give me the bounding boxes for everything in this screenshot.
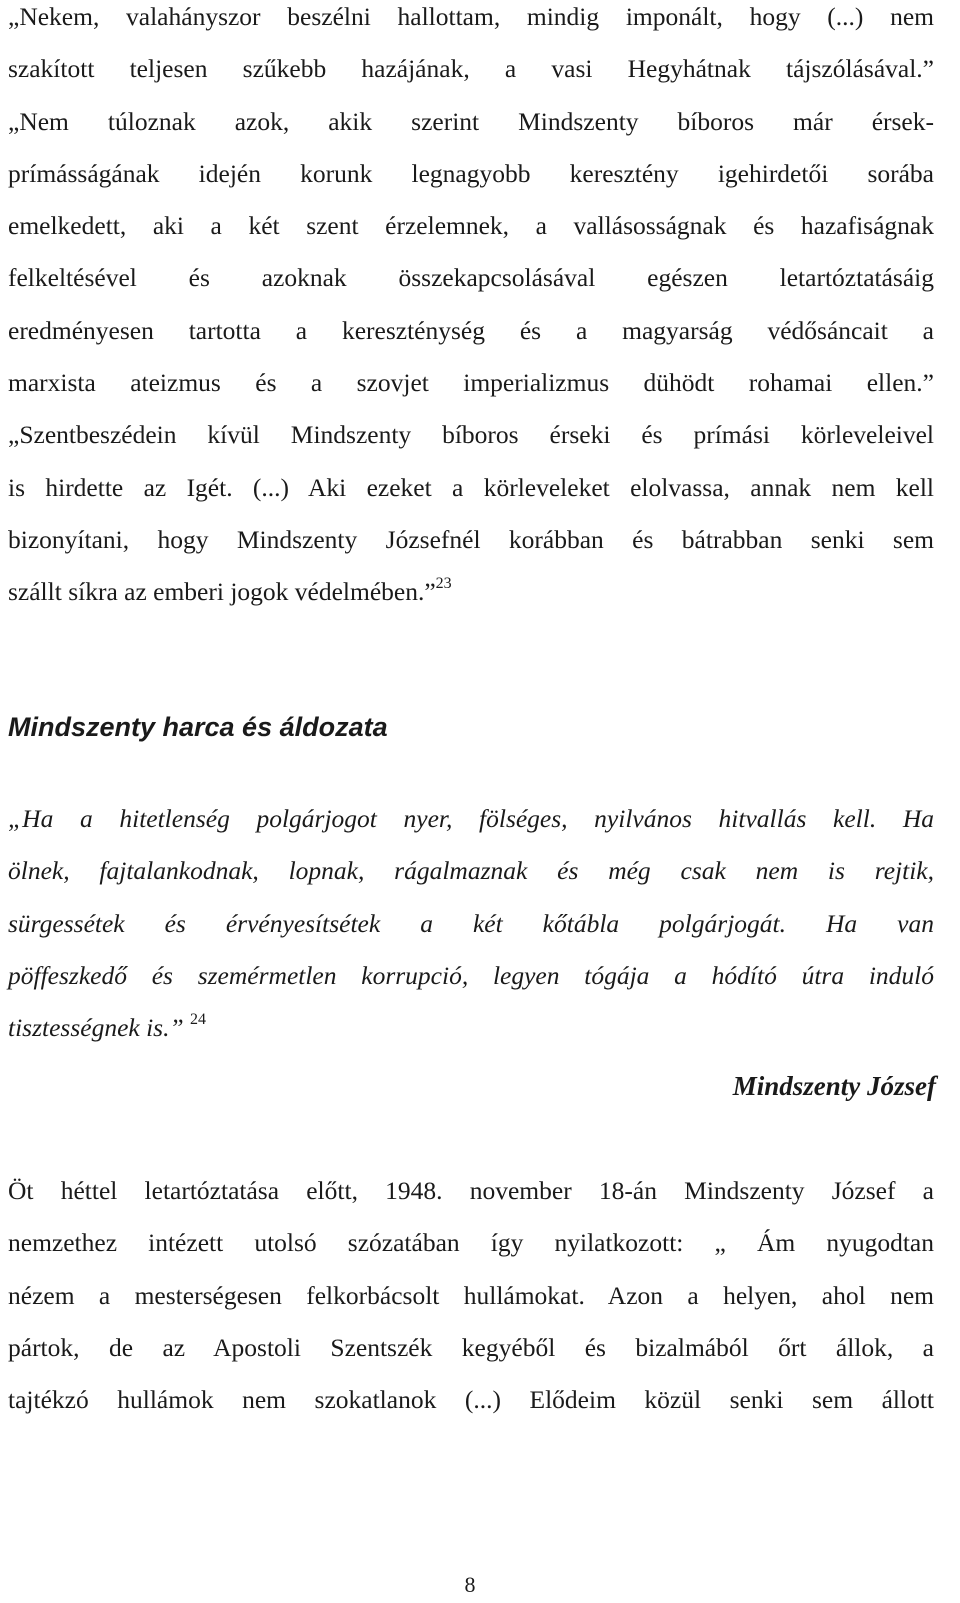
text-line-content: szállt síkra az emberi jogok védelmében.”	[8, 577, 436, 607]
text-line: is hirdette az Igét. (...) Aki ezeket a körleveleket elolvassa, annak nem kell	[8, 472, 934, 502]
footnote-marker[interactable]: 24	[190, 1011, 207, 1029]
text-line: prímásságának idején korunk legnagyobb keresztény igehirdetői sorába	[8, 158, 934, 188]
quote-line: pöffeszkedő és szemérmetlen korrupció, legyen tógája a hódító útra induló	[8, 960, 934, 990]
text-line-last	[8, 566, 934, 618]
text-line: tajtékzó hullámok nem szokatlanok (...) Elődeim közül senki sem állott	[8, 1385, 934, 1415]
text-line: Öt héttel letartóztatása előtt, 1948. november 18-án Mindszenty József a	[8, 1176, 934, 1205]
text-line: „Szentbeszédein kívül Mindszenty bíboros érseki és prímási körleveleivel	[8, 420, 934, 450]
text-line: szakított teljesen szűkebb hazájának, a vasi Hegyhátnak tájszólásával.”	[8, 54, 934, 84]
quote-line: sürgessétek és érvényesítsétek a két kőtábla polgárjogát. Ha van	[8, 908, 934, 938]
text-line: felkeltésével és azoknak összekapcsolásával egészen letartóztatásáig	[8, 263, 934, 293]
quote-signature: Mindszenty József	[732, 1071, 936, 1101]
text-line: eredményesen tartotta a kereszténység és a magyarság védősáncait a	[8, 315, 934, 345]
text-line: bizonyítani, hogy Mindszenty Józsefnél korábban és bátrabban senki sem	[8, 524, 934, 554]
text-line: pártok, de az Apostoli Szentszék kegyéből és bizalmából őrt állok, a	[8, 1332, 934, 1362]
text-line: „Nekem, valahányszor beszélni hallottam, mindig imponált, hogy (...) nem	[8, 2, 934, 31]
text-line: nemzethez intézett utolsó szózatában így nyilatkozott: „ Ám nyugodtan	[8, 1228, 934, 1258]
paragraph-final-address	[8, 1165, 934, 1426]
quote-line-content: tisztességnek is.”	[8, 1013, 184, 1043]
section-heading: Mindszenty harca és áldozata	[8, 712, 388, 742]
quote-line-last	[8, 1002, 934, 1054]
quote-line: „Ha a hitetlenség polgárjogot nyer, fölséges, nyilvános hitvallás kell. Ha	[8, 804, 934, 833]
quote-line: ölnek, fajtalankodnak, lopnak, rágalmaznak és még csak nem is rejtik,	[8, 856, 934, 886]
text-line: emelkedett, aki a két szent érzelemnek, a vallásosságnak és hazafiságnak	[8, 211, 934, 241]
text-line: marxista ateizmus és a szovjet imperializmus dühödt rohamai ellen.”	[8, 368, 934, 398]
text-line: „Nem túloznak azok, akik szerint Mindszenty bíboros már érsek-	[8, 106, 934, 136]
page-number: 8	[464, 1572, 476, 1597]
footnote-marker[interactable]: 23	[435, 575, 452, 593]
paragraph-testimonies	[8, 0, 934, 619]
quote-paragraph	[8, 793, 934, 1054]
text-line: nézem a mesterségesen felkorbácsolt hullámokat. Azon a helyen, ahol nem	[8, 1280, 934, 1310]
